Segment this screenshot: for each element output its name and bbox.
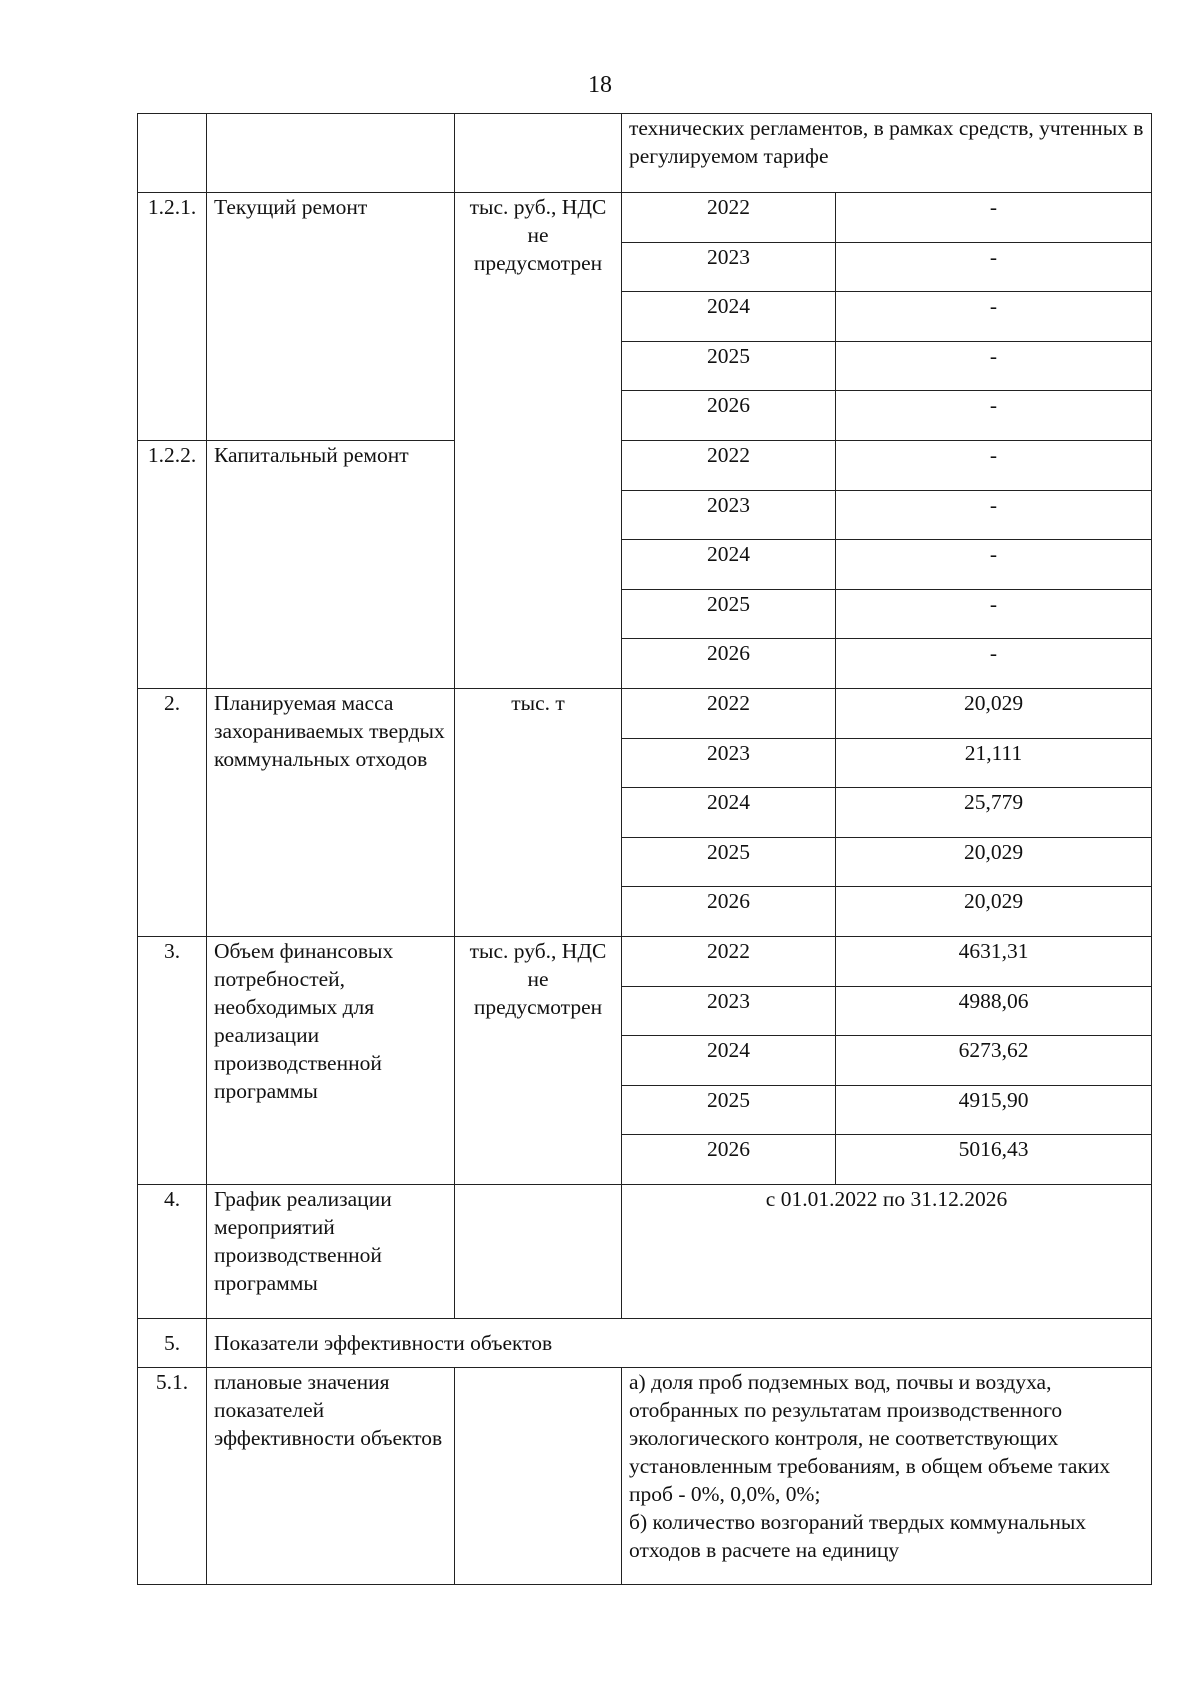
- table-row: [138, 1368, 1152, 1585]
- continuation-text: технических регламентов, в рамках средств, учтенных в регулируемом тарифе: [622, 114, 1152, 193]
- row-number: 5.1.: [138, 1368, 207, 1585]
- section-title: Показатели эффективности объектов: [207, 1318, 1152, 1368]
- value-cell: 6273,62: [836, 1036, 1152, 1086]
- row-name: График реализации мероприятий производственной программы: [207, 1184, 455, 1318]
- indicator-text: [622, 1368, 1152, 1585]
- table-row: [138, 193, 1152, 243]
- table-row: [138, 114, 1152, 193]
- row-name: Планируемая масса захораниваемых твердых коммунальных отходов: [207, 688, 455, 936]
- page-number: 18: [588, 72, 612, 98]
- value-cell: -: [836, 490, 1152, 540]
- row-number: 4.: [138, 1184, 207, 1318]
- row-number: 1.2.2.: [138, 440, 207, 688]
- year-cell: 2024: [622, 540, 836, 590]
- row-name: Капитальный ремонт: [207, 440, 455, 688]
- year-cell: 2026: [622, 887, 836, 937]
- value-cell: -: [836, 341, 1152, 391]
- value-cell: -: [836, 391, 1152, 441]
- year-cell: 2026: [622, 391, 836, 441]
- row-name: Текущий ремонт: [207, 193, 455, 441]
- year-cell: 2025: [622, 589, 836, 639]
- unit-cell: тыс. руб., НДС не предусмотрен: [455, 193, 622, 689]
- indicator-a: а) доля проб подземных вод, почвы и воздуха, отобранных по результатам производственного экологического контроля, не соответствующих установленным требованиям, в общем объеме таких проб - 0%, 0,0%, 0%;: [629, 1370, 1111, 1507]
- year-cell: 2023: [622, 738, 836, 788]
- value-cell: -: [836, 292, 1152, 342]
- value-cell: 21,111: [836, 738, 1152, 788]
- unit-cell: тыс. руб., НДС не предусмотрен: [455, 936, 622, 1184]
- value-cell: 25,779: [836, 788, 1152, 838]
- value-cell: -: [836, 639, 1152, 689]
- row-number: 1.2.1.: [138, 193, 207, 441]
- value-cell: -: [836, 540, 1152, 590]
- table-row: [138, 1318, 1152, 1368]
- value-cell: 4988,06: [836, 986, 1152, 1036]
- year-cell: 2025: [622, 1085, 836, 1135]
- year-cell: 2025: [622, 837, 836, 887]
- year-cell: 2024: [622, 1036, 836, 1086]
- year-cell: 2022: [622, 936, 836, 986]
- value-cell: 20,029: [836, 887, 1152, 937]
- year-cell: 2023: [622, 242, 836, 292]
- year-cell: 2026: [622, 1135, 836, 1185]
- year-cell: 2022: [622, 193, 836, 243]
- table-row: [138, 688, 1152, 738]
- value-cell: 20,029: [836, 688, 1152, 738]
- table-row: [138, 440, 1152, 490]
- value-cell: -: [836, 440, 1152, 490]
- value-cell: 5016,43: [836, 1135, 1152, 1185]
- row-number: 2.: [138, 688, 207, 936]
- row-number: 5.: [138, 1318, 207, 1368]
- row-name: Объем финансовых потребностей, необходимых для реализации производственной программы: [207, 936, 455, 1184]
- schedule-value: с 01.01.2022 по 31.12.2026: [622, 1184, 1152, 1318]
- year-cell: 2022: [622, 688, 836, 738]
- value-cell: -: [836, 193, 1152, 243]
- row-name: плановые значения показателей эффективности объектов: [207, 1368, 455, 1585]
- year-cell: 2023: [622, 490, 836, 540]
- year-cell: 2023: [622, 986, 836, 1036]
- table-row: [138, 936, 1152, 986]
- value-cell: -: [836, 242, 1152, 292]
- value-cell: 20,029: [836, 837, 1152, 887]
- indicator-b: б) количество возгораний твердых коммунальных отходов в расчете на единицу: [629, 1510, 1087, 1563]
- value-cell: 4915,90: [836, 1085, 1152, 1135]
- program-table: [137, 113, 1152, 1585]
- year-cell: 2022: [622, 440, 836, 490]
- year-cell: 2024: [622, 788, 836, 838]
- row-number: 3.: [138, 936, 207, 1184]
- unit-cell: тыс. т: [455, 688, 622, 936]
- year-cell: 2024: [622, 292, 836, 342]
- year-cell: 2026: [622, 639, 836, 689]
- table-row: [138, 1184, 1152, 1318]
- value-cell: 4631,31: [836, 936, 1152, 986]
- value-cell: -: [836, 589, 1152, 639]
- year-cell: 2025: [622, 341, 836, 391]
